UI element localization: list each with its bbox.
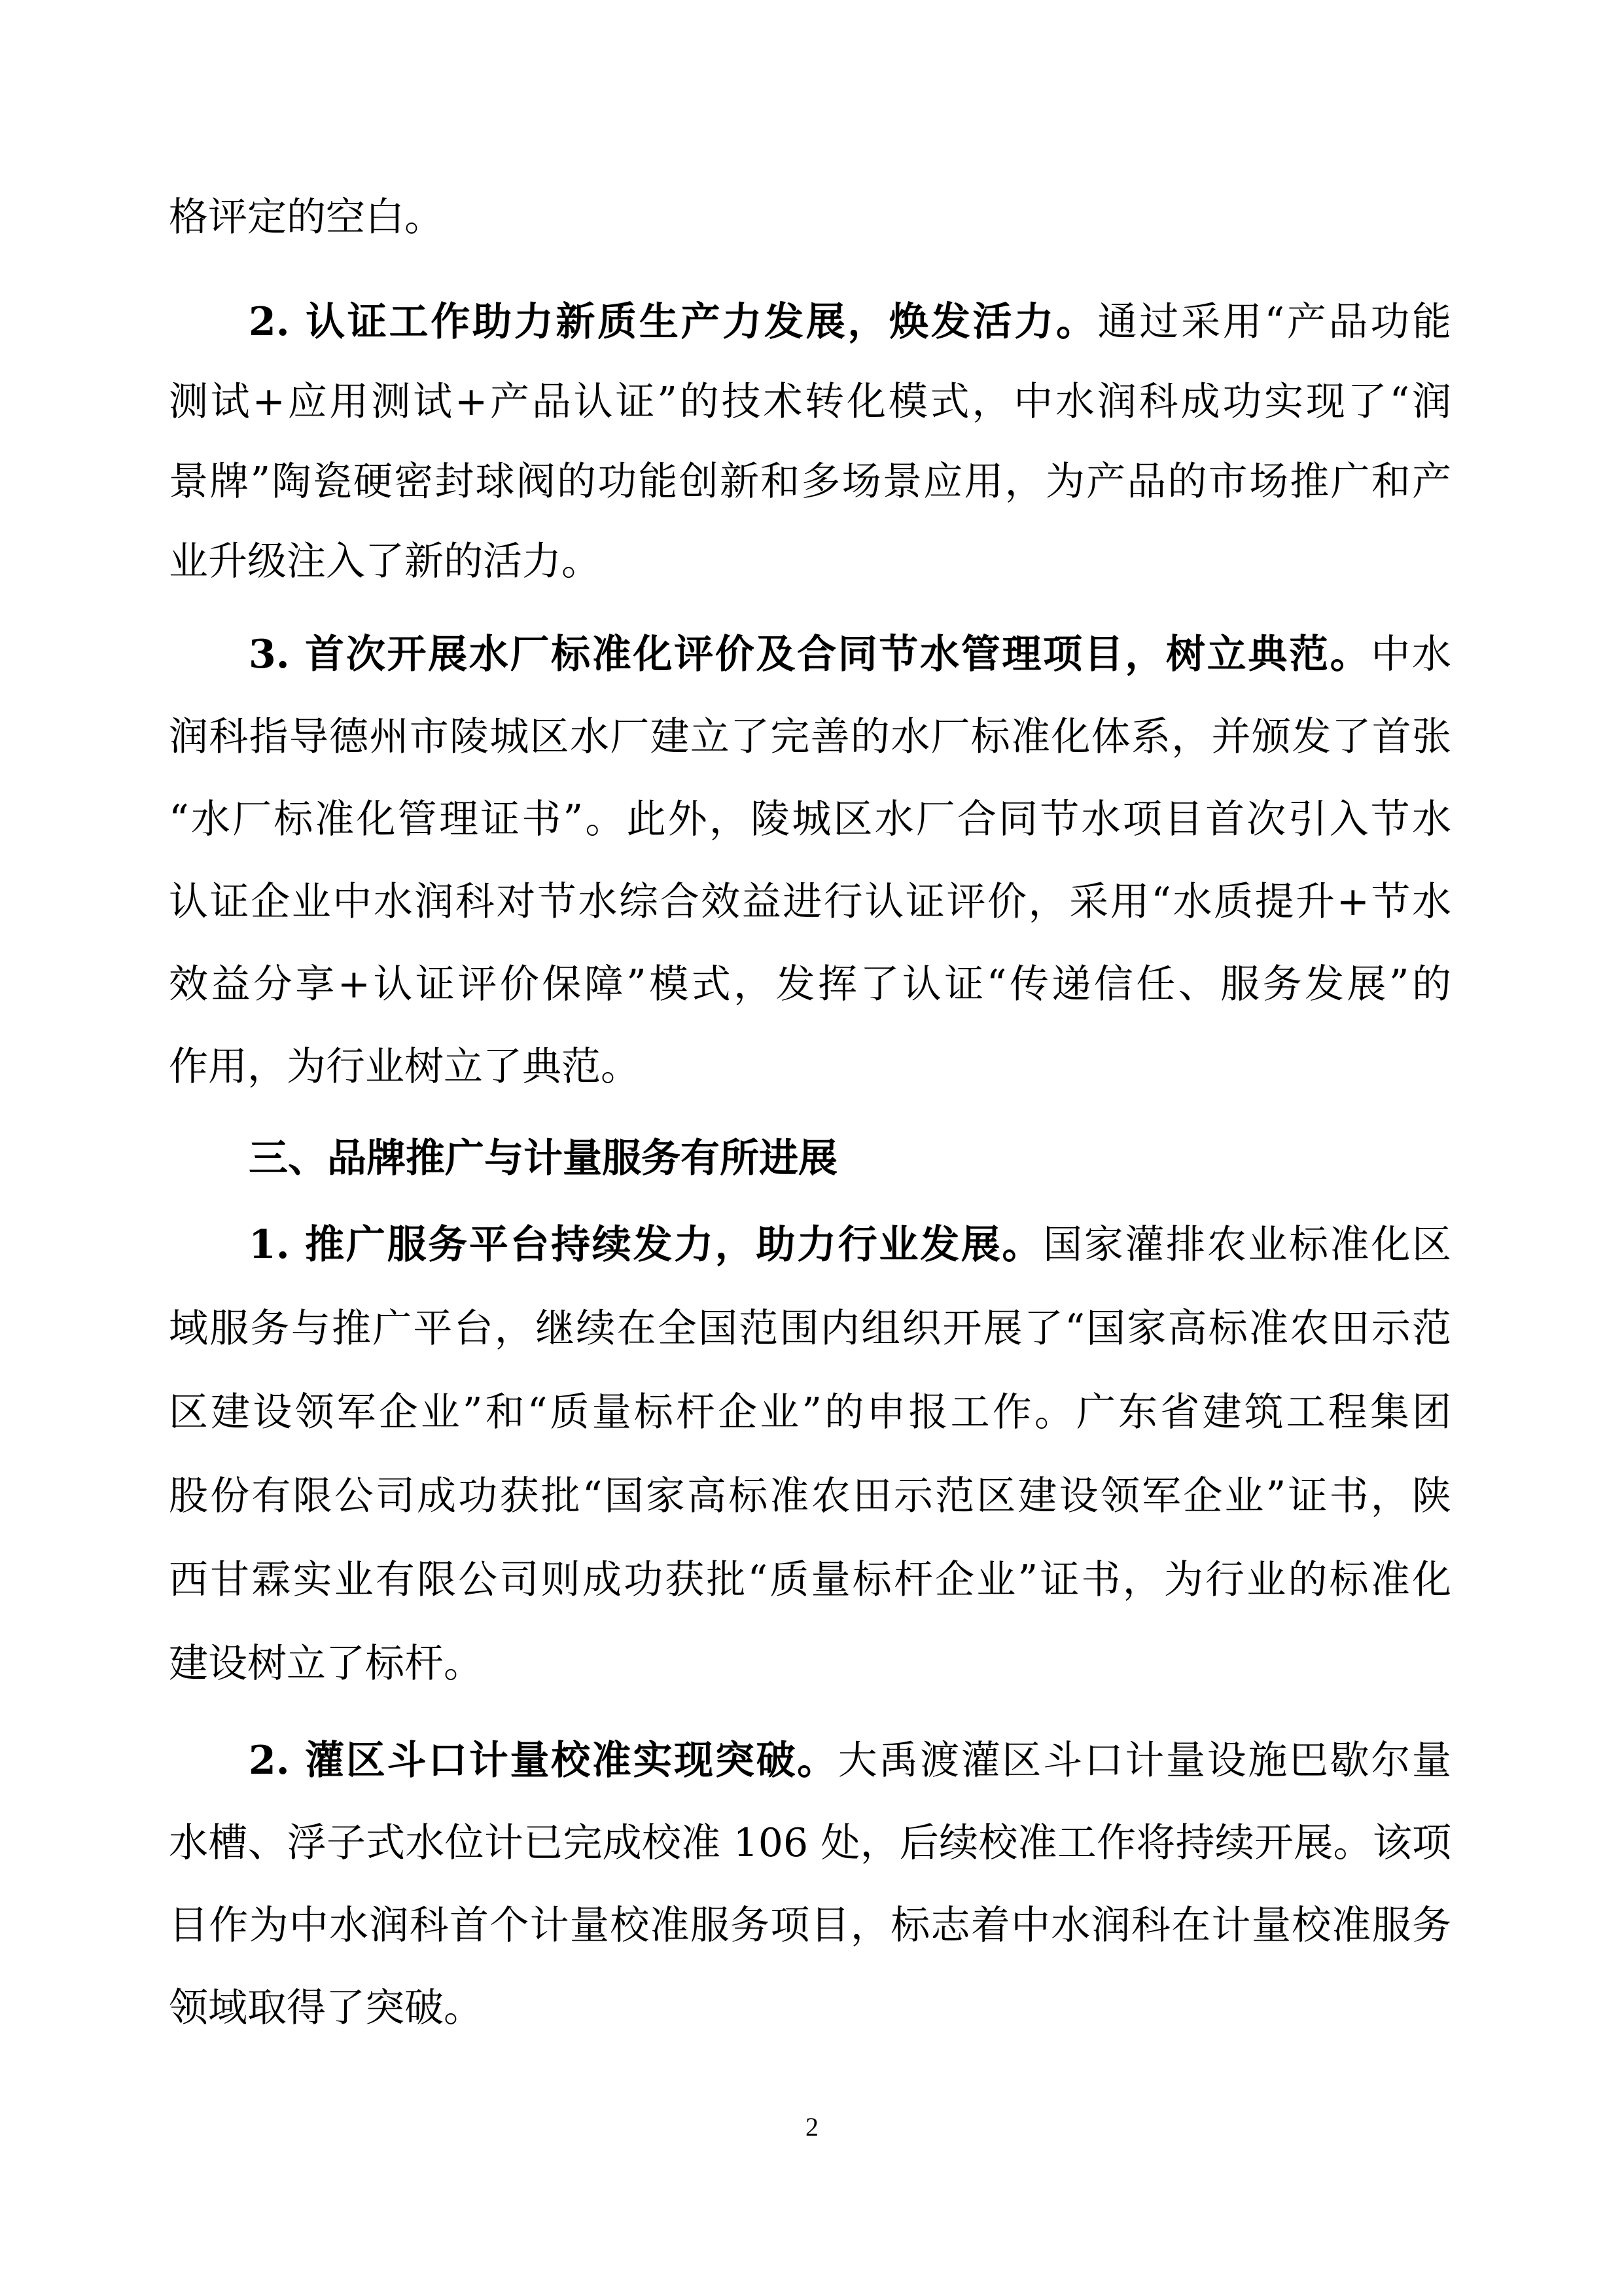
line-text: 认证企业中水润科对节水综合效益进行认证评价，采用“水质提升+节水	[169, 879, 1451, 925]
text-line	[169, 535, 1451, 588]
line-text: 西甘霖实业有限公司则成功获批“质量标杆企业”证书，为行业的标准化	[169, 1557, 1451, 1603]
line-text: 通过采用“产品功能	[1097, 299, 1451, 345]
line-text: 作用，为行业树立了典范。	[169, 1044, 640, 1090]
text-line	[169, 1817, 1451, 1869]
line-text: 大禹渡灌区斗口计量设施巴歇尔量	[838, 1738, 1451, 1784]
line-text: 国家灌排农业标准化区	[1043, 1222, 1451, 1268]
text-line	[169, 191, 1451, 243]
text-line	[169, 1899, 1451, 1952]
text-line	[169, 1386, 1451, 1439]
item-heading-line	[169, 296, 1451, 348]
line-text: 润科指导德州市陵城区水厂建立了完善的水厂标准化体系，并颁发了首张	[169, 714, 1451, 760]
item-heading-line	[169, 1219, 1451, 1271]
page-number: 2	[805, 2112, 819, 2142]
line-text: 股份有限公司成功获批“国家高标准农田示范区建设领军企业”证书，陕	[169, 1473, 1451, 1519]
item-heading-line	[169, 1734, 1451, 1787]
text-line	[169, 1982, 1451, 2034]
line-text: 目作为中水润科首个计量校准服务项目，标志着中水润科在计量校准服务	[169, 1903, 1451, 1948]
item-heading: 2. 灌区斗口计量校准实现突破。	[249, 1738, 838, 1784]
text-line	[169, 793, 1451, 846]
item-heading: 1. 推广服务平台持续发力，助力行业发展。	[249, 1222, 1044, 1268]
line-text: 领域取得了突破。	[169, 1985, 483, 2031]
line-text: 景牌”陶瓷硬密封球阀的功能创新和多场景应用，为产品的市场推广和产	[169, 459, 1451, 505]
text-line	[169, 958, 1451, 1011]
line-text: 区建设领军企业”和“质量标杆企业”的申报工作。广东省建筑工程集团	[169, 1390, 1451, 1435]
text-line	[169, 876, 1451, 928]
line-text: 域服务与推广平台，继续在全国范围内组织开展了“国家高标准农田示范	[169, 1306, 1451, 1352]
text-line	[169, 1470, 1451, 1522]
line-text: 测试+应用测试+产品认证”的技术转化模式，中水润科成功实现了“润	[169, 379, 1451, 425]
item-heading-line	[169, 628, 1451, 681]
line-text: 中水	[1371, 632, 1452, 677]
text-line	[169, 376, 1451, 428]
text-line	[169, 1041, 1451, 1093]
text-line	[169, 1302, 1451, 1355]
item-heading: 3. 首次开展水厂标准化评价及合同节水管理项目，树立典范。	[249, 632, 1371, 677]
item-heading: 2. 认证工作助力新质生产力发展，焕发活力。	[249, 299, 1098, 345]
text-line	[169, 1638, 1451, 1690]
text-line	[169, 711, 1451, 763]
line-text: 效益分享+认证评价保障”模式，发挥了认证“传递信任、服务发展”的	[169, 961, 1451, 1007]
line-text: 业升级注入了新的活力。	[169, 539, 601, 584]
text-line	[169, 456, 1451, 508]
section-heading-text: 三、品牌推广与计量服务有所进展	[249, 1136, 838, 1181]
line-text: “水厂标准化管理证书”。此外，陵城区水厂合同节水项目首次引入节水	[169, 797, 1451, 842]
line-text: 水槽、浮子式水位计已完成校准 106 处，后续校准工作将持续开展。该项	[169, 1820, 1451, 1866]
line-text: 建设树立了标杆。	[169, 1641, 483, 1687]
text-line	[169, 1554, 1451, 1606]
line-text: 格评定的空白。	[169, 194, 444, 240]
section-heading	[169, 1132, 1451, 1185]
